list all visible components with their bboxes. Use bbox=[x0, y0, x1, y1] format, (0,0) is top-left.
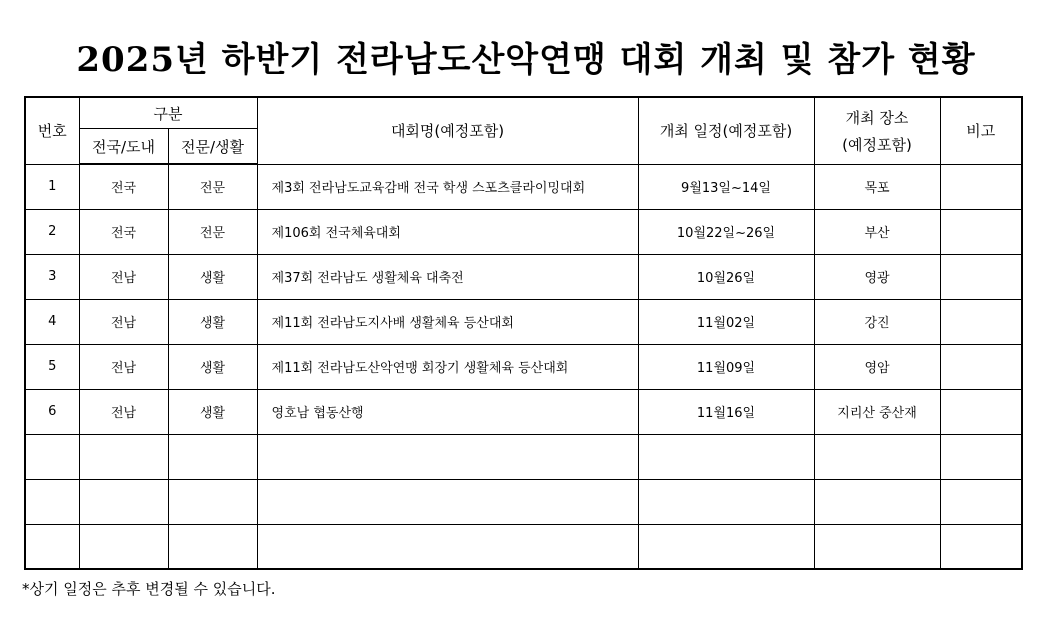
cell-venue: 부산 bbox=[814, 209, 940, 254]
table-row bbox=[25, 299, 1022, 344]
cell-scope: 전국 bbox=[79, 164, 168, 209]
cell-event: 제37회 전라남도 생활체육 대축전 bbox=[257, 254, 638, 299]
table-row-empty bbox=[25, 434, 1022, 479]
cell-remarks bbox=[940, 254, 1022, 299]
table-row-empty bbox=[25, 479, 1022, 524]
cell-date bbox=[638, 434, 814, 479]
cell-no bbox=[25, 524, 79, 569]
document-title: 2025년 하반기 전라남도산악연맹 대회 개최 및 참가 현황 bbox=[76, 40, 976, 80]
cell-event: 제11회 전라남도지사배 생활체육 등산대회 bbox=[257, 299, 638, 344]
cell-date: 11월02일 bbox=[638, 299, 814, 344]
cell-venue: 영광 bbox=[814, 254, 940, 299]
cell-no: 4 bbox=[25, 299, 79, 344]
cell-date: 11월09일 bbox=[638, 344, 814, 389]
cell-type: 생활 bbox=[168, 389, 257, 434]
cell-no: 3 bbox=[25, 254, 79, 299]
header-no: 번호 bbox=[25, 97, 79, 164]
cell-venue: 목포 bbox=[814, 164, 940, 209]
cell-remarks bbox=[940, 344, 1022, 389]
cell-event: 영호남 협동산행 bbox=[257, 389, 638, 434]
cell-type: 생활 bbox=[168, 299, 257, 344]
cell-venue bbox=[814, 524, 940, 569]
cell-date: 9월13일~14일 bbox=[638, 164, 814, 209]
header-event: 대회명(예정포함) bbox=[257, 97, 638, 164]
cell-no: 6 bbox=[25, 389, 79, 434]
cell-event bbox=[257, 524, 638, 569]
cell-no: 2 bbox=[25, 209, 79, 254]
cell-no: 1 bbox=[25, 164, 79, 209]
cell-venue bbox=[814, 479, 940, 524]
cell-scope: 전남 bbox=[79, 299, 168, 344]
table-row bbox=[25, 254, 1022, 299]
cell-event: 제106회 전국체육대회 bbox=[257, 209, 638, 254]
cell-type: 생활 bbox=[168, 254, 257, 299]
header-venue-line1: 개최 장소 bbox=[845, 108, 909, 127]
cell-event bbox=[257, 434, 638, 479]
cell-type bbox=[168, 479, 257, 524]
cell-scope bbox=[79, 524, 168, 569]
cell-event: 제11회 전라남도산악연맹 회장기 생활체육 등산대회 bbox=[257, 344, 638, 389]
cell-date: 11월16일 bbox=[638, 389, 814, 434]
cell-venue: 강진 bbox=[814, 299, 940, 344]
table-row bbox=[25, 164, 1022, 209]
table-row bbox=[25, 344, 1022, 389]
cell-date: 10월22일~26일 bbox=[638, 209, 814, 254]
cell-remarks bbox=[940, 524, 1022, 569]
cell-scope: 전남 bbox=[79, 389, 168, 434]
event-schedule-table bbox=[24, 96, 1023, 570]
cell-venue: 영암 bbox=[814, 344, 940, 389]
cell-no: 5 bbox=[25, 344, 79, 389]
header-category: 구분 bbox=[79, 97, 257, 129]
table-row bbox=[25, 209, 1022, 254]
cell-scope bbox=[79, 434, 168, 479]
header-venue-line2: (예정포함) bbox=[842, 135, 912, 154]
header-type: 전문/생활 bbox=[168, 129, 257, 165]
header-scope: 전국/도내 bbox=[79, 129, 168, 165]
cell-type bbox=[168, 524, 257, 569]
cell-date bbox=[638, 524, 814, 569]
cell-remarks bbox=[940, 164, 1022, 209]
cell-remarks bbox=[940, 209, 1022, 254]
cell-scope: 전남 bbox=[79, 344, 168, 389]
cell-no bbox=[25, 479, 79, 524]
cell-remarks bbox=[940, 299, 1022, 344]
header-remarks: 비고 bbox=[940, 97, 1022, 164]
cell-date: 10월26일 bbox=[638, 254, 814, 299]
header-date: 개최 일정(예정포함) bbox=[638, 97, 814, 164]
cell-scope: 전남 bbox=[79, 254, 168, 299]
cell-type: 전문 bbox=[168, 164, 257, 209]
cell-no bbox=[25, 434, 79, 479]
cell-remarks bbox=[940, 434, 1022, 479]
cell-event: 제3회 전라남도교육감배 전국 학생 스포츠클라이밍대회 bbox=[257, 164, 638, 209]
cell-type: 전문 bbox=[168, 209, 257, 254]
cell-type: 생활 bbox=[168, 344, 257, 389]
cell-scope: 전국 bbox=[79, 209, 168, 254]
cell-event bbox=[257, 479, 638, 524]
cell-date bbox=[638, 479, 814, 524]
table-row bbox=[25, 389, 1022, 434]
table-row-empty bbox=[25, 524, 1022, 569]
cell-type bbox=[168, 434, 257, 479]
cell-remarks bbox=[940, 479, 1022, 524]
footnote: *상기 일정은 추후 변경될 수 있습니다. bbox=[22, 580, 276, 598]
cell-venue bbox=[814, 434, 940, 479]
cell-scope bbox=[79, 479, 168, 524]
header-venue bbox=[814, 97, 940, 164]
cell-venue: 지리산 중산재 bbox=[814, 389, 940, 434]
cell-remarks bbox=[940, 389, 1022, 434]
